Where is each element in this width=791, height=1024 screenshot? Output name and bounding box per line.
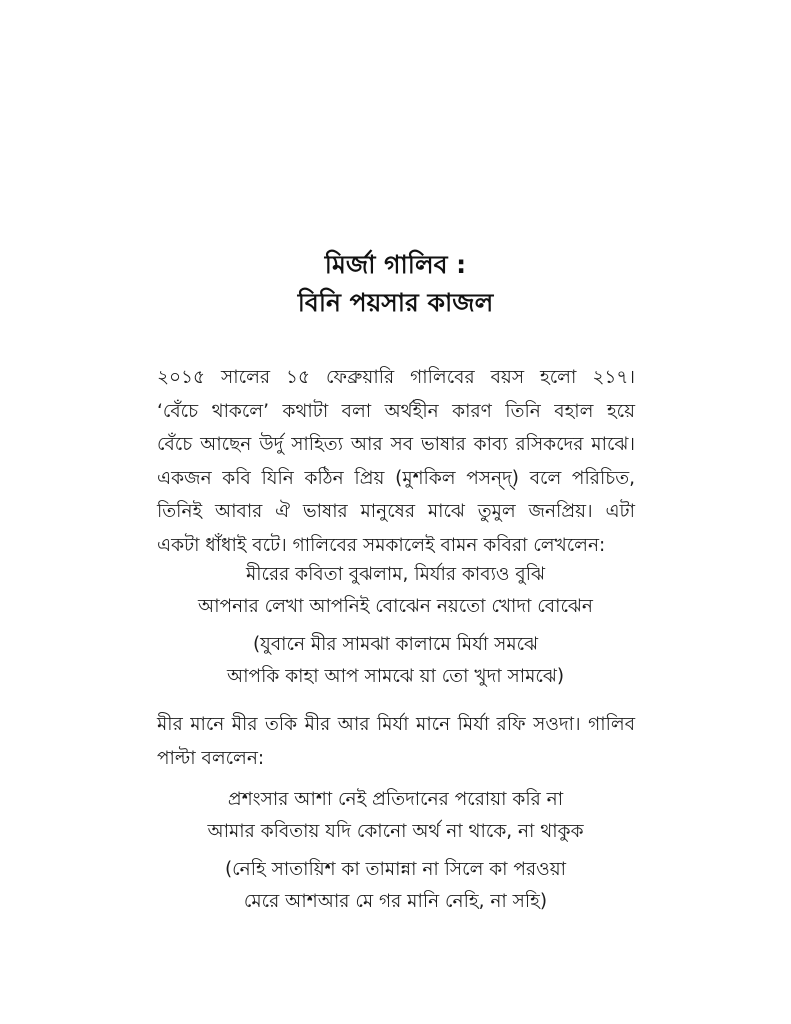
paragraph-mir-mirza	[157, 708, 635, 775]
chapter-title-line-1: মির্জা গালিব :	[324, 250, 467, 279]
paragraph-line: বেঁচে আছেন উর্দু সাহিত্য আর সব ভাষার কাব্য রসিকদের মাঝে।	[157, 434, 635, 455]
paragraph-line: ‘বেঁচে থাকলে’ কথাটা বলা অর্থহীন কারণ তিনি বহাল হয়ে	[157, 400, 635, 422]
verse-bengali-2	[0, 784, 791, 848]
verse-line: আপনার লেখা আপনিই বোঝেন নয়তো খোদা বোঝেন	[198, 596, 593, 617]
verse-line: (নেহি সাতায়িশ কা তামান্না না সিলে কা পরওয়া	[224, 859, 567, 880]
verse-original-1	[0, 629, 791, 693]
verse-line: প্রশংসার আশা নেই প্রতিদানের পরোয়া করি না	[227, 789, 564, 810]
chapter-title	[0, 246, 791, 322]
paragraph-line: পাল্টা বললেন:	[157, 747, 265, 769]
paragraph-line: তিনিই আবার ঐ ভাষার মানুষের মাঝে তুমুল জনপ্রিয়। এটা	[157, 501, 635, 522]
paragraph-line: একটা ধাঁধাই বটে। গালিবের সমকালেই বামন কবিরা লেখলেন:	[157, 534, 606, 556]
verse-line: আপকি কাহা আপ সামঝে য়া তো খুদা সামঝে)	[226, 666, 565, 687]
verse-line: মীরের কবিতা বুঝলাম, মির্যার কাব্যও বুঝি	[245, 564, 546, 585]
verse-original-2	[0, 854, 791, 918]
paragraph-intro	[157, 361, 635, 562]
paragraph-line: একজন কবি যিনি কঠিন প্রিয় (মুশকিল পসন্দ্) বলে পরিচিত,	[157, 467, 635, 489]
paragraph-line: মীর মানে মীর তকি মীর আর মির্যা মানে মির্যা রফি সওদা। গালিব	[157, 714, 635, 735]
paragraph-line: ২০১৫ সালের ১৫ ফেব্রুয়ারি গালিবের বয়স হলো ২১৭।	[157, 367, 635, 388]
verse-line: (যুবানে মীর সামঝা কালামে মির্যা সমঝে	[252, 634, 539, 655]
verse-line: আমার কবিতায় যদি কোনো অর্থ না থাকে, না থাকুক	[207, 821, 584, 842]
verse-line: মেরে আশআর মে গর মানি নেহি, না সহি)	[243, 891, 548, 912]
chapter-title-line-2: বিনি পয়সার কাজল	[297, 288, 494, 317]
verse-bengali-1	[0, 559, 791, 623]
